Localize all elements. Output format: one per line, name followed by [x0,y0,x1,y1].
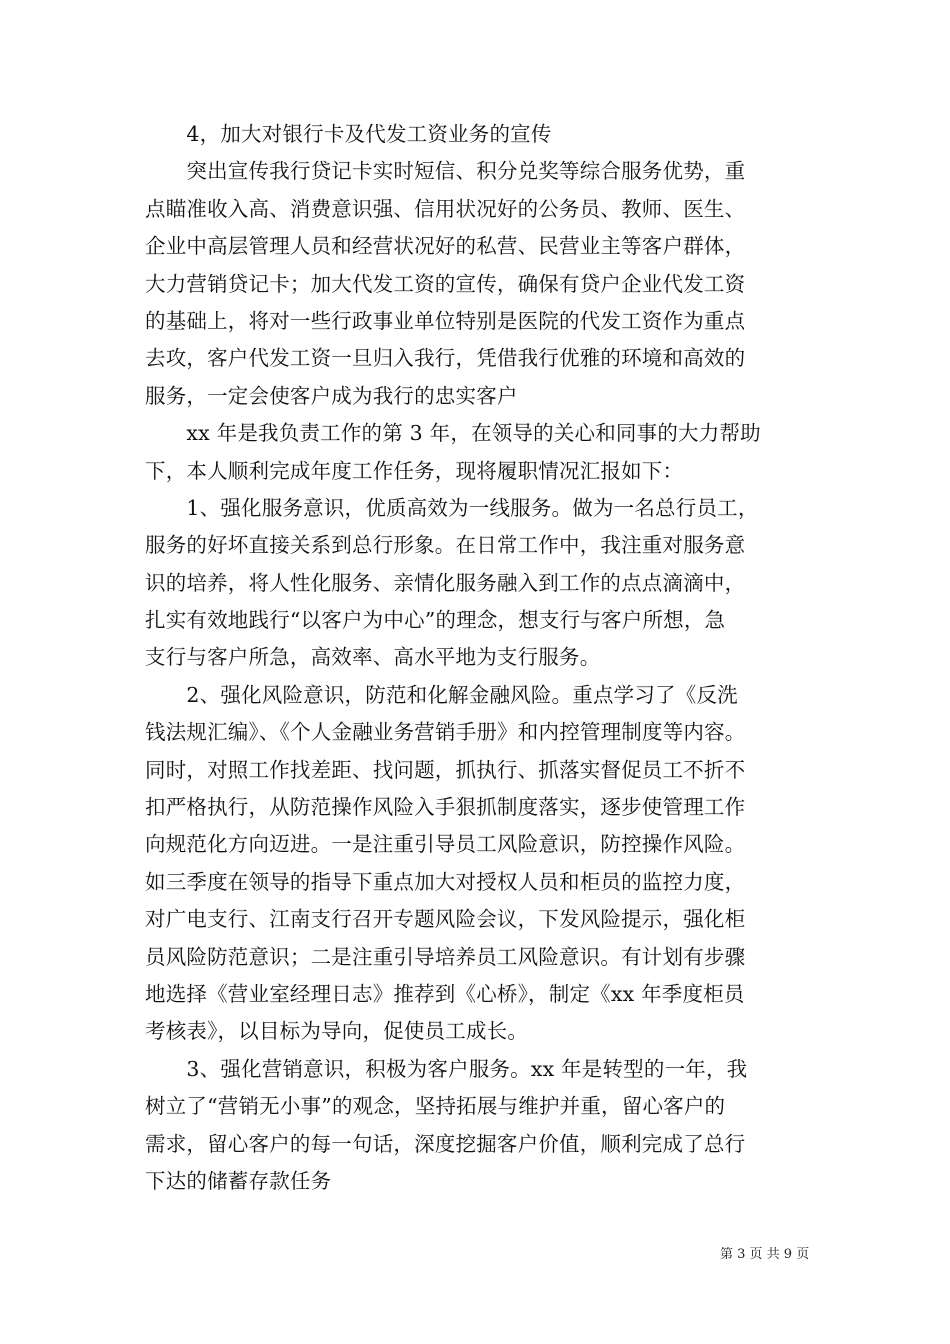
text-line: 下，本人顺利完成年度工作任务，现将履职情况汇报如下： [145,458,684,483]
text-line: 的基础上，将对一些行政事业单位特别是医院的代发工资作为重点 [145,308,746,333]
text-line: 需求，留心客户的每一句话，深度挖掘客户价值，顺利完成了总行 [145,1131,746,1156]
text-line: 树立了“营销无小事”的观念，坚持拓展与维护并重，留心客户的 [145,1094,726,1119]
text-line: 地选择《营业室经理日志》推荐到《心桥》，制定《xx 年季度柜员 [145,981,745,1006]
text-line: 同时，对照工作找差距、找问题，抓执行、抓落实督促员工不折不 [145,757,746,782]
text-line: 扎实有效地践行“以客户为中心”的理念，想支行与客户所想，急 [145,608,726,633]
text-line: 4，加大对银行卡及代发工资业务的宣传 [145,122,552,146]
text-line: 点瞄准收入高、消费意识强、信用状况好的公务员、教师、医生、 [145,196,746,221]
text-line: 考核表》，以目标为导向，促使员工成长。 [145,1019,529,1044]
page-number: 第 3 页 共 9 页 [720,1247,810,1262]
text-line: 去攻，客户代发工资一旦归入我行，凭借我行优雅的环境和高效的 [145,346,746,371]
text-line: 服务的好坏直接关系到总行形象。在日常工作中，我注重对服务意 [145,533,746,558]
text-line: 向规范化方向迈进。一是注重引导员工风险意识，防控操作风险。 [145,832,746,857]
text-line: xx 年是我负责工作的第 3 年，在领导的关心和同事的大力帮助 [145,421,761,446]
text-line: 员风险防范意识；二是注重引导培养员工风险意识。有计划有步骤 [145,944,746,969]
text-line: 服务，一定会使客户成为我行的忠实客户 [145,383,518,408]
text-line: 扣严格执行，从防范操作风险入手狠抓制度落实，逐步使管理工作 [145,795,746,820]
text-line: 突出宣传我行贷记卡实时短信、积分兑奖等综合服务优势，重 [145,159,746,184]
document-body [145,116,825,1200]
text-line: 2、强化风险意识，防范和化解金融风险。重点学习了《反洗 [145,682,738,707]
text-line: 钱法规汇编》、《个人金融业务营销手册》和内控管理制度等内容。 [145,720,746,745]
text-line: 1、强化服务意识，优质高效为一线服务。做为一名总行员工， [145,495,759,520]
text-line: 支行与客户所急，高效率、高水平地为支行服务。 [145,645,601,670]
text-line: 下达的储蓄存款任务 [145,1168,332,1193]
text-line: 如三季度在领导的指导下重点加大对授权人员和柜员的监控力度， [145,869,746,894]
text-line: 3、强化营销意识，积极为客户服务。xx 年是转型的一年，我 [145,1056,748,1081]
text-line: 识的培养，将人性化服务、亲情化服务融入到工作的点点滴滴中， [145,570,746,595]
text-line: 对广电支行、江南支行召开专题风险会议，下发风险提示，强化柜 [145,907,746,932]
text-line: 大力营销贷记卡；加大代发工资的宣传，确保有贷户企业代发工资 [145,271,746,296]
text-line: 企业中高层管理人员和经营状况好的私营、民营业主等客户群体， [145,234,746,259]
